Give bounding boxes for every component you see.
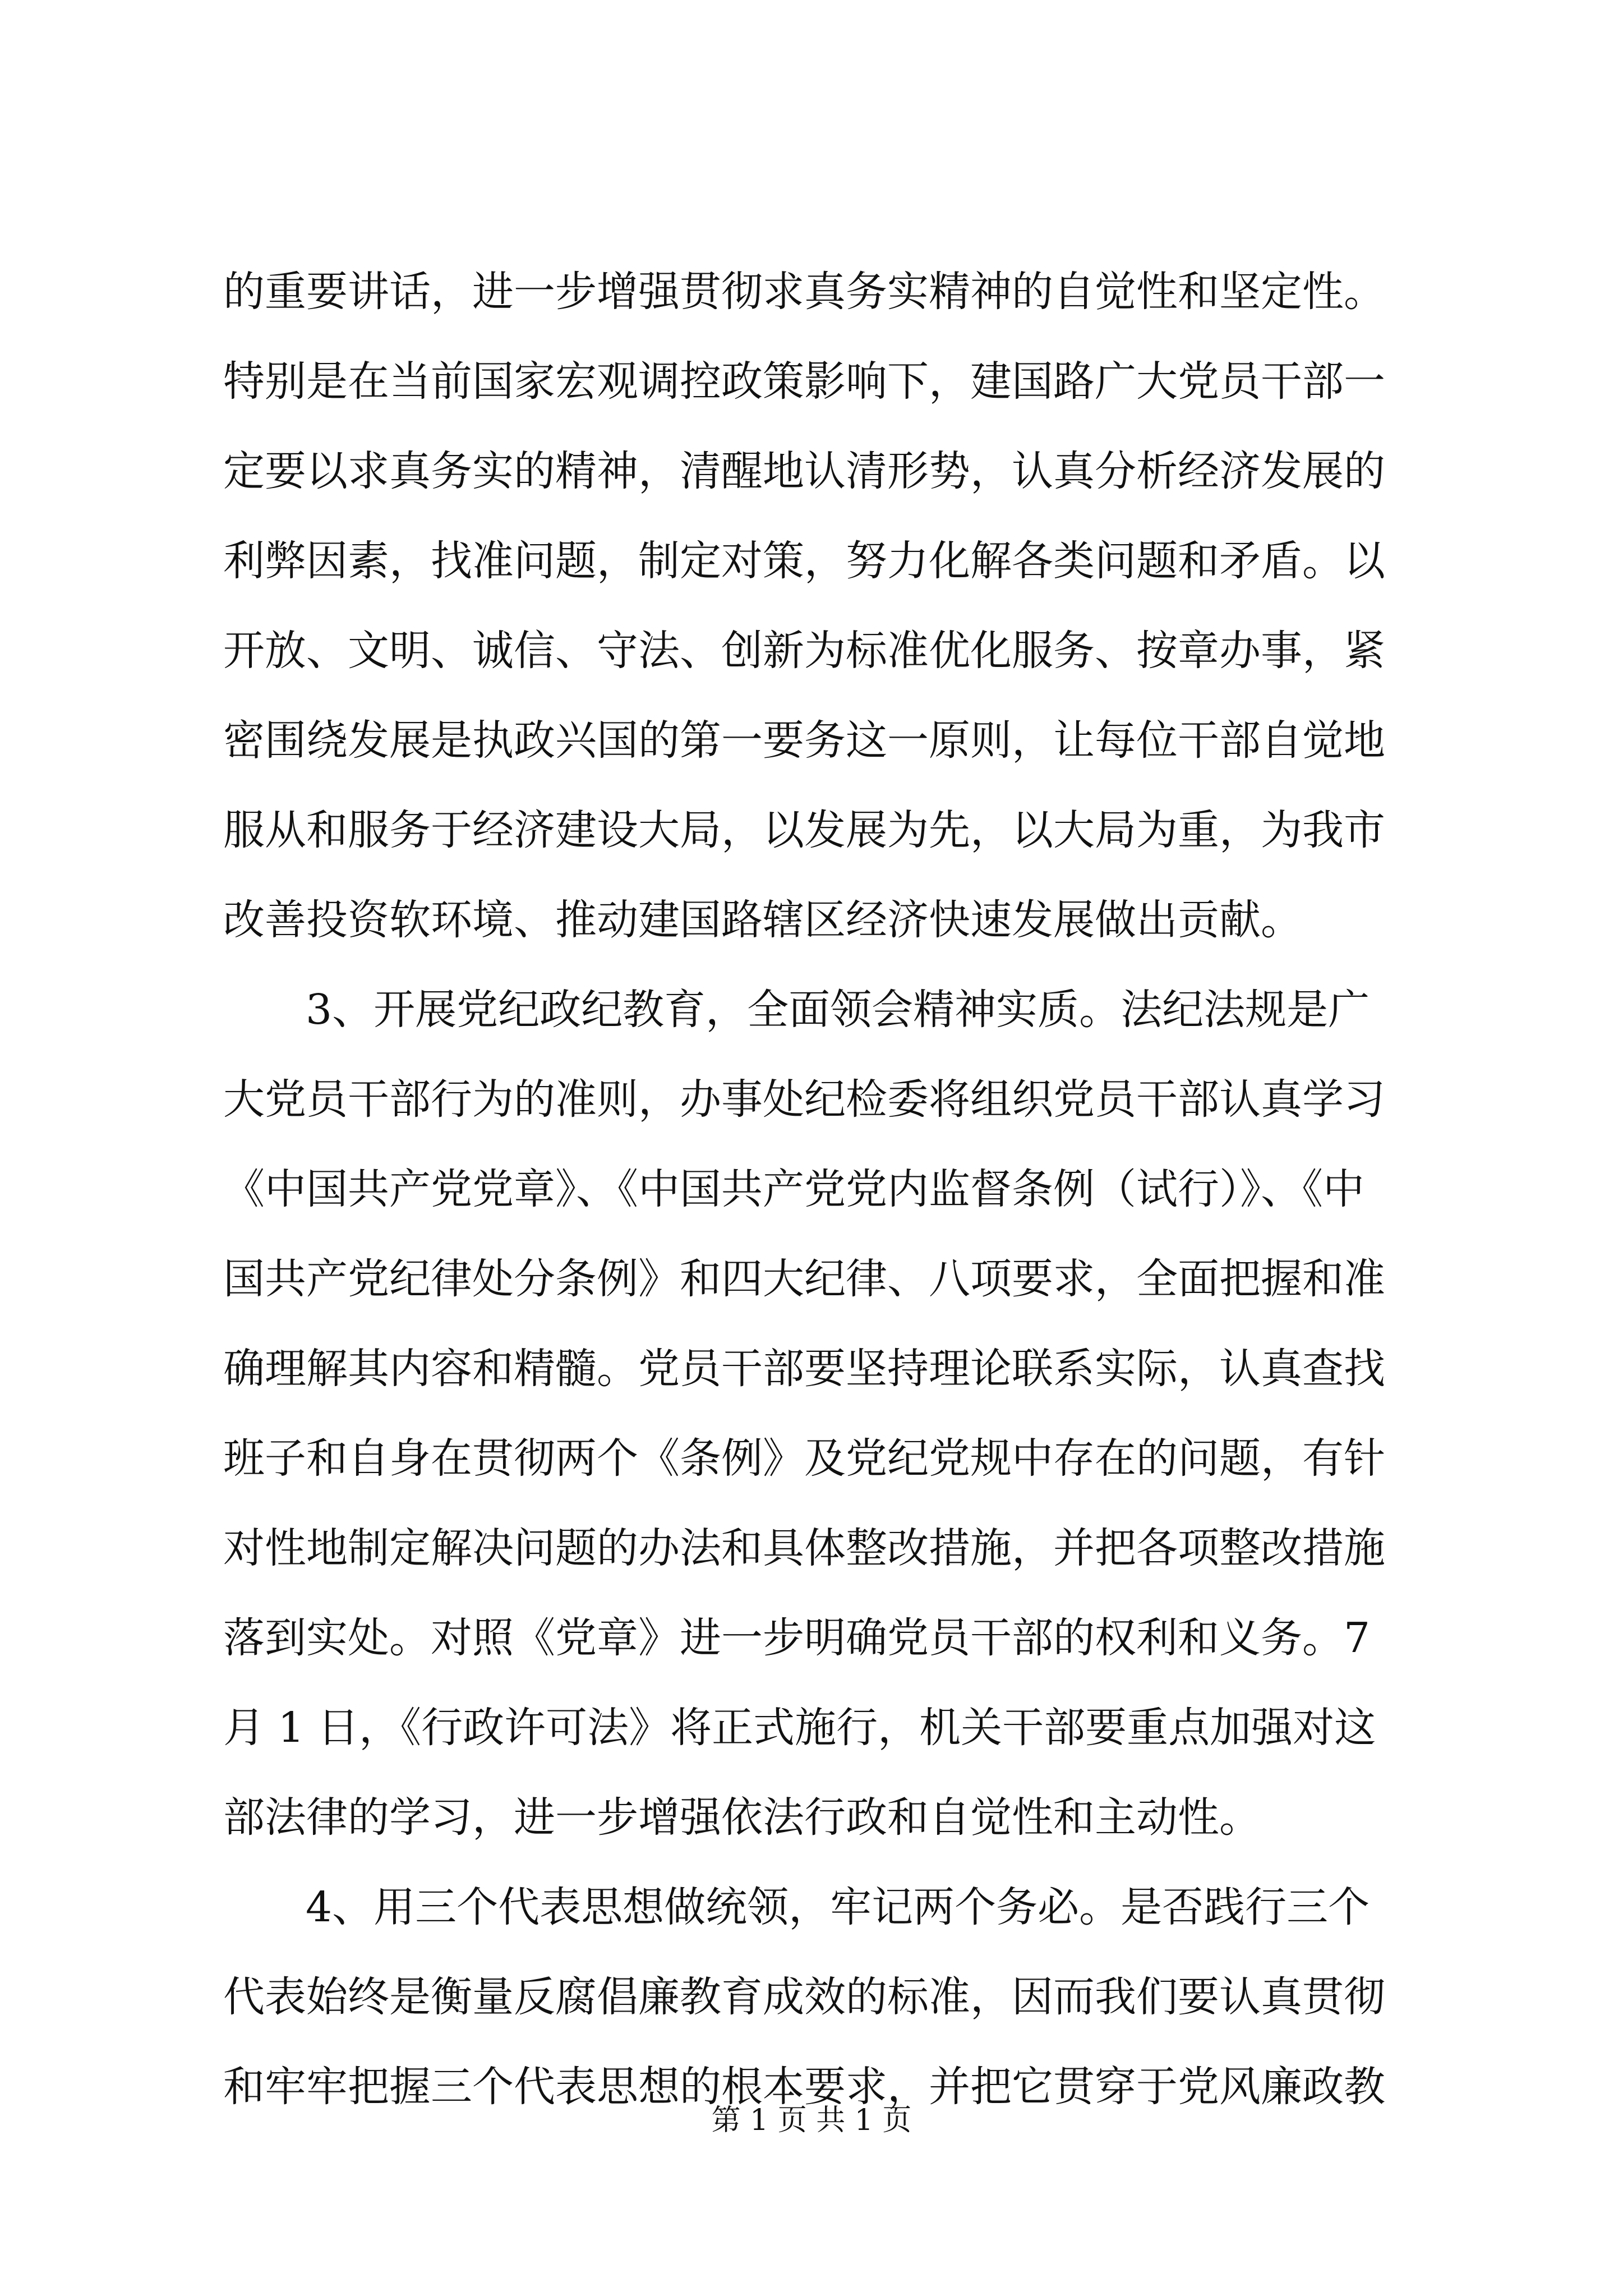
text-line-content: 定要以求真务实的精神，清醒地认清形势，认真分析经济发展的 [223,447,1385,495]
text-line-content: 改善投资软环境、推动建国路辖区经济快速发展做出贡献。 [223,896,1302,944]
text-line-content: 3、开展党纪政纪教育，全面领会精神实质。法纪法规是广 [306,986,1370,1034]
text-line [0,1694,1623,1761]
text-line [0,797,1623,864]
text-line [0,1245,1623,1313]
text-line-content: 确理解其内容和精髓。党员干部要坚持理论联系实际，认真查找 [223,1345,1385,1393]
text-line [0,258,1623,325]
text-line [0,1066,1623,1133]
text-line [0,1425,1623,1492]
text-line [0,438,1623,505]
text-line-content: 对性地制定解决问题的办法和具体整改措施，并把各项整改措施 [223,1524,1385,1572]
text-line [0,707,1623,774]
text-line [0,1604,1623,1672]
text-line-content: 部法律的学习，进一步增强依法行政和自觉性和主动性。 [223,1793,1261,1842]
text-line [0,1784,1623,1851]
text-line [0,348,1623,415]
text-line-content: 利弊因素，找准问题，制定对策，努力化解各类问题和矛盾。以 [223,537,1385,585]
text-line-content: 和牢牢把握三个代表思想的根本要求，并把它贯穿于党风廉政教 [223,2063,1385,2111]
text-line-content: 服从和服务于经济建设大局，以发展为先，以大局为重，为我市 [223,806,1385,854]
text-line-content: 4、用三个代表思想做统领，牢记两个务必。是否践行三个 [306,1883,1370,1931]
text-line-content: 《中国共产党党章》、《中国共产党党内监督条例（试行）》、《中 [223,1165,1364,1213]
text-line [0,886,1623,954]
text-line [0,1156,1623,1223]
paragraph-start-line [0,1874,1623,1941]
text-line [0,617,1623,684]
text-line-content: 开放、文明、诚信、守法、创新为标准优化服务、按章办事，紧 [223,627,1385,675]
text-line-content: 大党员干部行为的准则，办事处纪检委将组织党员干部认真学习 [223,1075,1385,1124]
text-line-content: 国共产党纪律处分条例》和四大纪律、八项要求，全面把握和准 [223,1255,1385,1303]
text-line-content: 落到实处。对照《党章》进一步明确党员干部的权利和义务。7 [223,1614,1371,1662]
text-line [0,527,1623,595]
text-line-content: 月 1 日，《行政许可法》将正式施行，机关干部要重点加强对这 [223,1704,1376,1752]
text-line-content: 代表始终是衡量反腐倡廉教育成效的标准，因而我们要认真贯彻 [223,1973,1385,2021]
text-line-content: 密围绕发展是执政兴国的第一要务这一原则，让每位干部自觉地 [223,716,1385,765]
text-line [0,1963,1623,2031]
text-line-content: 班子和自身在贯彻两个《条例》及党纪党规中存在的问题，有针 [223,1434,1385,1483]
text-line [0,1335,1623,1402]
page-number-footer: 第 1 页 共 1 页 [711,2104,912,2137]
text-line-content: 特别是在当前国家宏观调控政策影响下，建国路广大党员干部一 [223,357,1385,406]
text-line [0,1515,1623,1582]
text-line-content: 的重要讲话，进一步增强贯彻求真务实精神的自觉性和坚定性。 [223,268,1385,316]
paragraph-start-line [0,976,1623,1043]
